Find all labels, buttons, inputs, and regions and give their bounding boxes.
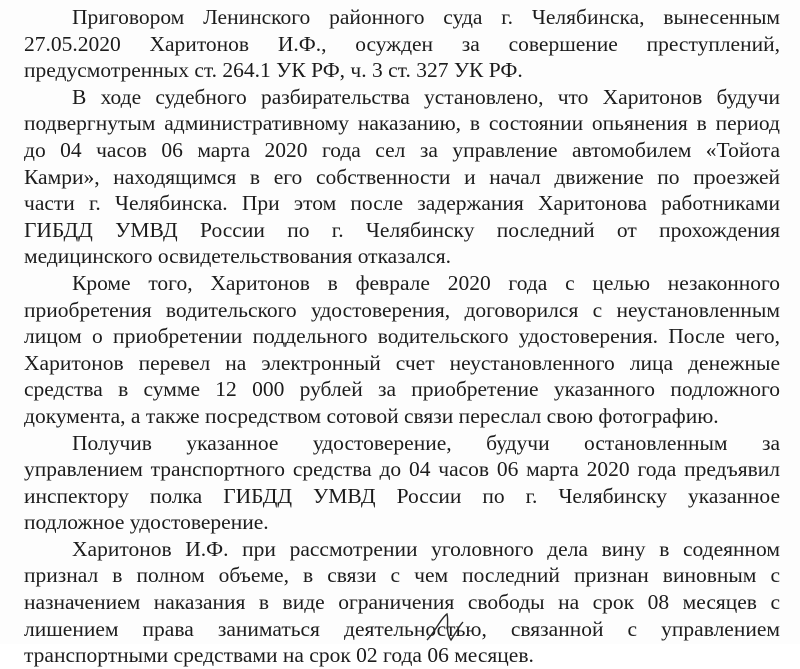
paragraph-forged-license xyxy=(24,270,780,430)
text-line: Кроме того, Харитонов в феврале 2020 года с целью незаконного xyxy=(72,270,780,295)
paragraph-presented-license xyxy=(24,430,780,536)
text-line: Получив указанное удостоверение, будучи остановленным за xyxy=(72,430,780,455)
text-line: средства в сумме 12 000 рублей за приобретение указанного подложного xyxy=(24,377,780,402)
text-line: лицом о приобретении поддельного водительского удостоверения. После чего, xyxy=(24,324,780,349)
text-line: подвергнутым административному наказанию, в состоянии опьянения в период xyxy=(24,111,780,136)
text-line: инспектору полка ГИБДД УМВД России по г. Челябинску указанное xyxy=(24,483,780,508)
text-line: управлением транспортного средства до 04 часов 06 марта 2020 года предъявил xyxy=(24,457,780,482)
text-line: до 04 часов 06 марта 2020 года сел за управление автомобилем «Тойота xyxy=(24,137,780,162)
text-line: ГИБДД УМВД России по г. Челябинску последний от прохождения xyxy=(24,217,780,242)
text-line: лишением права заниматься деятельностью, связанной с управлением xyxy=(24,616,780,641)
text-line: документа, а также посредством сотовой связи переслал свою фотографию. xyxy=(24,403,719,428)
text-line: признал в полном объеме, в связи с чем последний признан виновным с xyxy=(24,563,780,588)
text-line: подложное удостоверение. xyxy=(24,510,269,535)
paragraph-trial-findings xyxy=(24,84,780,270)
text-line: Приговором Ленинского районного суда г. Челябинска, вынесенным xyxy=(72,5,780,29)
document-text xyxy=(24,4,780,669)
paragraph-sentence xyxy=(24,536,780,669)
text-line: предусмотренных ст. 264.1 УК РФ, ч. 3 ст. 327 УК РФ. xyxy=(24,58,523,83)
paragraph-verdict xyxy=(24,4,780,84)
text-line: Камри», находящимся в его собственности и начал движение по проезжей xyxy=(24,164,780,189)
text-line: Харитонов И.Ф. при рассмотрении уголовного дела вину в содеянном xyxy=(72,536,780,561)
text-line: назначением наказания в виде ограничения свободы на срок 08 месяцев с xyxy=(24,590,780,615)
text-line: транспортными средствами на срок 02 года 06 месяцев. xyxy=(24,643,534,668)
text-line: Харитонов перевел на электронный счет неустановленного лица денежные xyxy=(24,350,780,375)
text-line: В ходе судебного разбирательства установлено, что Харитонов будучи xyxy=(72,84,780,109)
text-line: 27.05.2020 Харитонов И.Ф., осужден за совершение преступлений, xyxy=(24,31,780,56)
text-line: медицинского освидетельствования отказался. xyxy=(24,244,451,269)
text-line: части г. Челябинска. При этом после задержания Харитонова работниками xyxy=(24,191,780,216)
text-line: приобретения водительского удостоверения, договорился с неустановленным xyxy=(24,297,780,322)
